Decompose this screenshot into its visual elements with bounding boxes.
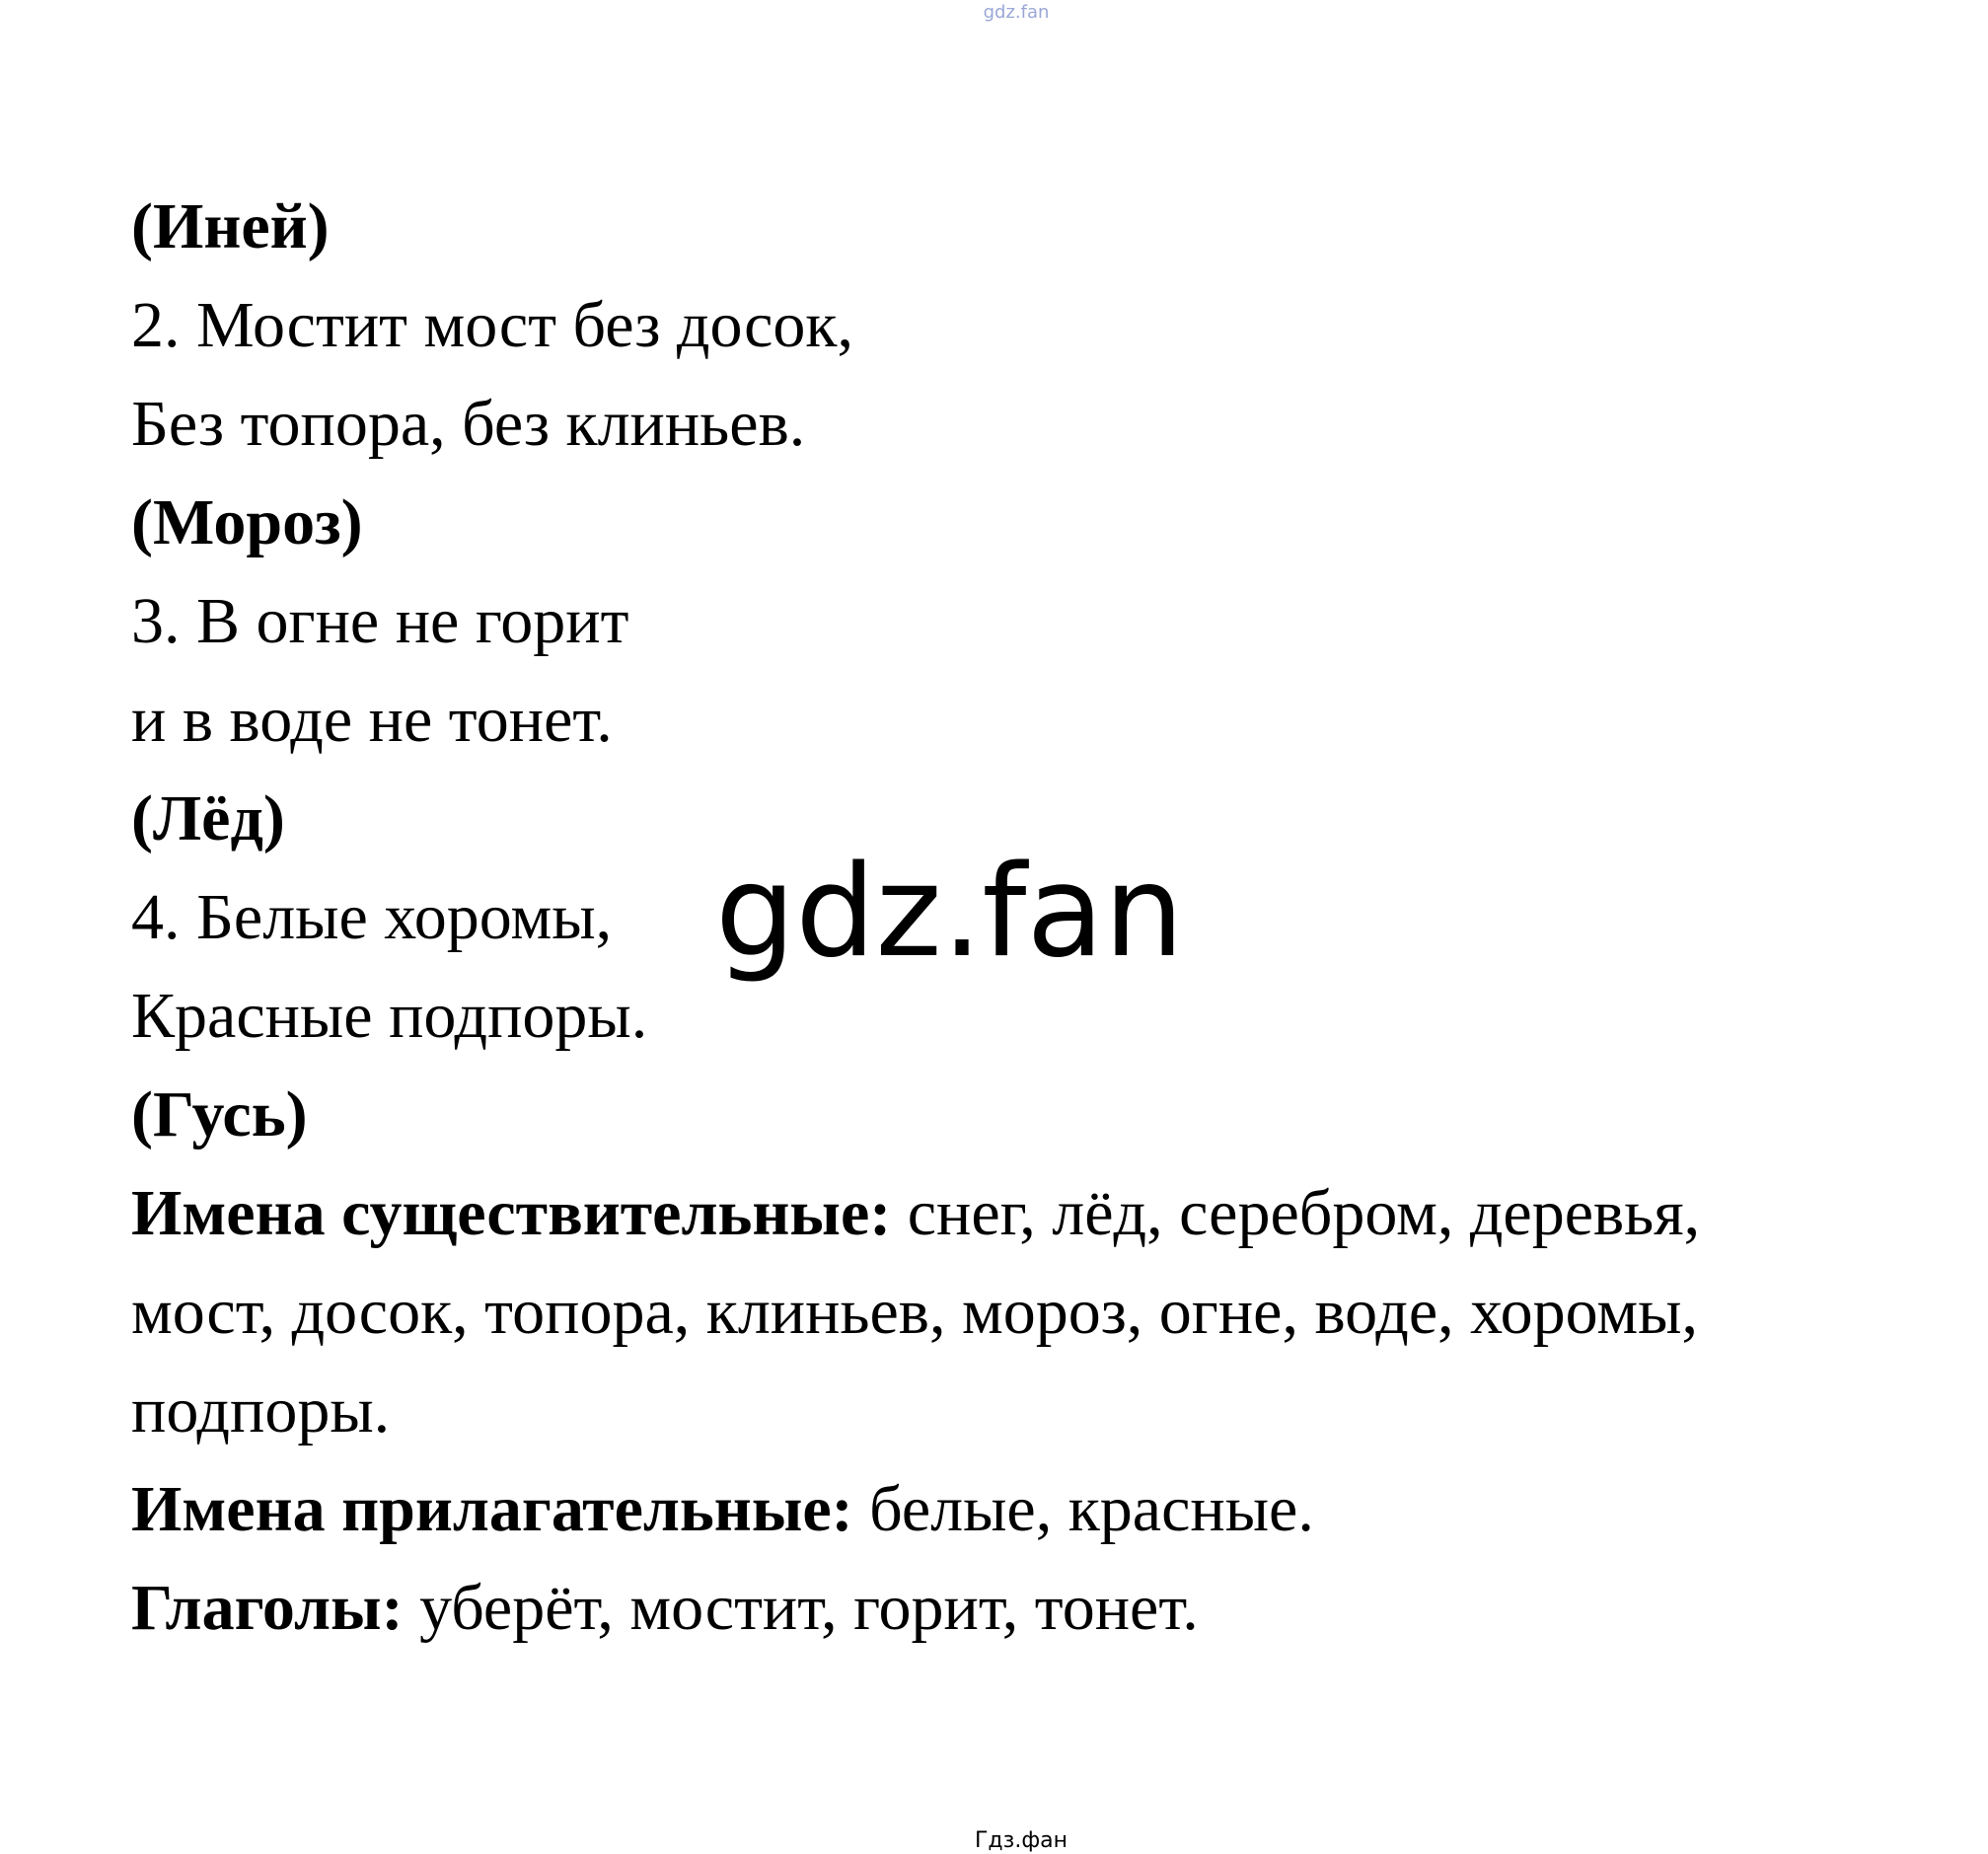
riddle-1-answer: (Иней) bbox=[131, 190, 330, 262]
footer-watermark: Гдз.фан bbox=[975, 1828, 1068, 1853]
riddle-4-line-1: 4. Белые хоромы, bbox=[131, 881, 613, 953]
riddle-4-answer: (Гусь) bbox=[131, 1078, 308, 1150]
riddle-2-line-2: Без топора, без клиньев. bbox=[131, 388, 806, 460]
nouns-line-2: мост, досок, топора, клиньев, мороз, огне, воде, хоромы, bbox=[131, 1276, 1698, 1348]
adjectives-line bbox=[131, 1460, 1966, 1559]
riddle-3-answer: (Лёд) bbox=[131, 782, 285, 854]
riddle-3-line-1: 3. В огне не горит bbox=[131, 585, 629, 657]
adjectives-label: Имена прилагательные: bbox=[131, 1473, 853, 1545]
verbs-line bbox=[131, 1559, 1966, 1658]
nouns-line-3: подпоры. bbox=[131, 1374, 391, 1446]
center-watermark: gdz.fan bbox=[715, 839, 1184, 986]
nouns-line-1 bbox=[131, 1164, 1966, 1263]
nouns-label: Имена существительные: bbox=[131, 1177, 892, 1249]
verbs-list: уберёт, мостит, горит, тонет. bbox=[403, 1572, 1199, 1644]
riddle-2-answer: (Мороз) bbox=[131, 486, 363, 558]
verbs-label: Глаголы: bbox=[131, 1572, 404, 1644]
riddle-2-line-1: 2. Мостит мост без досок, bbox=[131, 289, 853, 361]
top-watermark: gdz.fan bbox=[983, 2, 1050, 23]
riddle-3-line-2: и в воде не тонет. bbox=[131, 684, 613, 756]
riddle-4-line-2: Красные подпоры. bbox=[131, 980, 648, 1052]
adjectives-list: белые, красные. bbox=[852, 1473, 1314, 1545]
nouns-list-part-1: снег, лёд, серебром, деревья, bbox=[891, 1177, 1701, 1249]
